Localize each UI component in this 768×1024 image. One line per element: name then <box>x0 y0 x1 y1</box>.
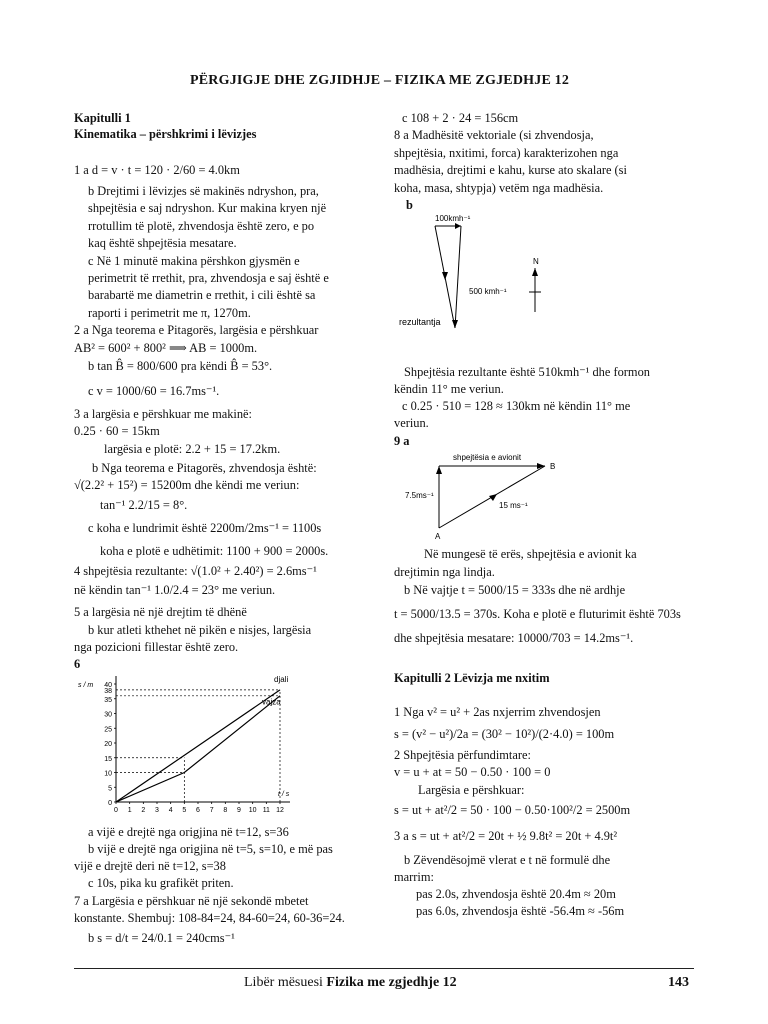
series-line-vajza <box>116 696 280 802</box>
y-tick-label: 38 <box>104 687 112 695</box>
left-line: kaq është shpejtësia mesatare. <box>88 236 237 250</box>
left-line: rrotullim të plotë, zhvendosja është zero, e po <box>88 219 315 233</box>
right-line: b <box>406 198 413 212</box>
right-line: pas 6.0s, zhvendosja është -56.4m ≈ -56m <box>416 904 625 918</box>
left-line: b s = d/t = 24/0.1 = 240cms⁻¹ <box>88 931 235 945</box>
left-line: largësia e plotë: 2.2 + 15 = 17.2km. <box>104 442 281 456</box>
vector-diagram-9 <box>395 448 575 544</box>
right-line: Largësia e përshkuar: <box>418 783 525 797</box>
y-tick-label: 5 <box>108 785 112 793</box>
left-line: 5 a largësia në një drejtim të dhënë <box>74 605 247 619</box>
x-tick-label: 4 <box>168 807 173 814</box>
footer-rule <box>74 968 694 969</box>
x-tick-label: 3 <box>155 807 159 814</box>
y-tick-label: 15 <box>104 755 112 763</box>
x-tick-label: 0 <box>114 807 118 814</box>
right-line: c 108 + 2 · 24 = 156cm <box>402 111 519 125</box>
right-line: 9 a <box>394 434 410 448</box>
y-tick-label: 40 <box>104 682 112 689</box>
x-tick-label: 6 <box>196 807 200 814</box>
right-line: 2 Shpejtësia përfundimtare: <box>394 748 531 762</box>
vector-diagram-8 <box>395 208 575 358</box>
diagram8-result-label: rezultantja <box>399 317 441 327</box>
left-line: a vijë e drejtë nga origjina në t=12, s=36 <box>88 825 289 839</box>
left-line: koha e plotë e udhëtimit: 1100 + 900 = 2000s. <box>100 544 329 558</box>
right-line: drejtimin nga lindja. <box>394 565 495 579</box>
right-line: Shpejtësia rezultante është 510kmh⁻¹ dhe formon <box>404 365 650 379</box>
left-line: nga pozicioni fillestar është zero. <box>74 640 239 654</box>
x-tick-label: 12 <box>276 807 284 814</box>
left-line: vijë e drejtë deri në t=12, s=38 <box>74 859 226 873</box>
right-line: s = ut + at²/2 = 50 · 100 − 0.50·100²/2 = 2500m <box>394 803 631 817</box>
x-tick-label: 1 <box>127 807 132 814</box>
diagram8-side-label: 500 kmh⁻¹ <box>469 287 507 296</box>
left-line: b tan B̂ = 800/600 pra këndi B̂ = 53°. <box>88 359 273 373</box>
left-line: b Nga teorema e Pitagorës, zhvendosja është: <box>92 461 317 475</box>
x-tick-label: 5 <box>182 807 187 814</box>
right-line: 1 Nga v² = u² + 2as nxjerrim zhvendosjen <box>394 705 601 719</box>
left-line: Kinematika – përshkrimi i lëvizjes <box>74 127 257 141</box>
point-a-label: A <box>435 532 441 541</box>
y-tick-label: 0 <box>108 800 112 807</box>
right-line: v = u + at = 50 − 0.50 · 100 = 0 <box>394 765 551 779</box>
left-line: b vijë e drejtë nga origjina në t=5, s=10, e më pas <box>88 842 333 856</box>
right-line: s = (v² − u²)/2a = (30² − 10²)/(2·4.0) = 100m <box>394 727 615 741</box>
distance-time-graph <box>74 676 304 824</box>
right-line: këndin 11° me veriun. <box>394 382 504 396</box>
right-line: madhësia, drejtimi e kahu, kurse ato skalare (si <box>394 163 627 177</box>
y-tick-label: 25 <box>104 726 112 734</box>
diagram9-left-label: 7.5ms⁻¹ <box>405 491 434 500</box>
right-line: marrim: <box>394 870 434 884</box>
right-line: b Zëvendësojmë vlerat e t në formulë dhe <box>404 853 611 867</box>
left-line: 2 a Nga teorema e Pitagorës, largësia e përshkuar <box>74 323 319 337</box>
x-tick-label: 8 <box>223 807 228 814</box>
left-line: c v = 1000/60 = 16.7ms⁻¹. <box>88 384 220 398</box>
right-line: 3 a s = ut + at²/2 = 20t + ½ 9.8t² = 20t + 4.9t² <box>394 829 618 843</box>
left-line: 4 shpejtësia rezultante: √(1.0² + 2.40²) = 2.6ms⁻¹ <box>74 564 317 578</box>
left-line: b kur atleti kthehet në pikën e nisjes, largësia <box>88 623 312 637</box>
left-line: 7 a Largësia e përshkuar në një sekondë mbetet <box>74 894 309 908</box>
right-line: koha, masa, shtypja) vetëm nga madhësia. <box>394 181 604 195</box>
left-line: tan⁻¹ 2.2/15 = 8°. <box>100 498 188 512</box>
series-line-djali <box>116 690 280 802</box>
y-tick-label: 35 <box>104 696 112 704</box>
diagram9-top-label: shpejtësia e avionit <box>453 453 522 462</box>
footer-book <box>244 974 457 991</box>
y-tick-label: 10 <box>104 770 112 778</box>
right-line: c 0.25 · 510 = 128 ≈ 130km në këndin 11° me <box>402 399 631 413</box>
right-line: b Në vajtje t = 5000/15 = 333s dhe në ardhje <box>404 583 626 597</box>
footer-book-label: Libër mësuesi <box>244 975 323 990</box>
left-line: c Në 1 minutë makina përshkon gjysmën e <box>88 254 300 268</box>
footer-book-title: Fizika me zgjedhje 12 <box>326 975 457 990</box>
right-line: veriun. <box>394 416 429 430</box>
x-tick-label: 11 <box>262 807 270 814</box>
y-axis-label: s / m <box>78 682 94 689</box>
point-b-label: B <box>550 462 556 471</box>
left-line: c 10s, pika ku grafikët priten. <box>88 876 234 890</box>
boy-series-label: djali <box>274 676 289 684</box>
left-line: 6 <box>74 657 81 671</box>
left-line: raporti i perimetrit me π, 1270m. <box>88 306 251 320</box>
x-tick-label: 2 <box>141 807 146 814</box>
right-line: 8 a Madhësitë vektoriale (si zhvendosja, <box>394 128 594 142</box>
diagram9-hyp-label: 15 ms⁻¹ <box>499 501 528 510</box>
left-line: shpejtësia e saj ndryshon. Kur makina kryen një <box>88 201 327 215</box>
right-line: Kapitulli 2 Lëvizja me nxitim <box>394 671 550 685</box>
y-tick-label: 20 <box>104 741 112 748</box>
left-line: barabartë me diametrin e rrethit, i cili është sa <box>88 288 316 302</box>
right-line: Në mungesë të erës, shpejtësia e avionit ka <box>424 547 637 561</box>
right-line: shpejtësia, nxitimi, forca) karakterizohen nga <box>394 146 619 160</box>
left-line: AB² = 600² + 800² ⟹ AB = 1000m. <box>74 341 258 355</box>
page-title: PËRGJIGJE DHE ZGJIDHJE – FIZIKA ME ZGJEDHJE 12 <box>190 73 570 88</box>
left-line: 0.25 · 60 = 15km <box>74 424 160 438</box>
girl-series-label: vajza <box>262 697 281 707</box>
right-line: pas 2.0s, zhvendosja është 20.4m ≈ 20m <box>416 887 616 901</box>
x-tick-label: 9 <box>237 807 241 814</box>
left-line: √(2.2² + 15²) = 15200m dhe këndi me veriun: <box>74 478 300 492</box>
diagram8-top-label: 100kmh⁻¹ <box>435 214 471 223</box>
left-line: në këndin tan⁻¹ 1.0/2.4 = 23° me veriun. <box>74 583 276 597</box>
left-line: konstante. Shembuj: 108-84=24, 84-60=24, 60-36=24. <box>74 911 345 925</box>
left-line: Kapitulli 1 <box>74 111 131 125</box>
left-line: b Drejtimi i lëvizjes së makinës ndryshon, pra, <box>88 184 319 198</box>
left-line: 3 a largësia e përshkuar me makinë: <box>74 407 252 421</box>
left-line: perimetrit të rrethit, pra, zhvendosja e saj është e <box>88 271 329 285</box>
left-line: 1 a d = v · t = 120 · 2/60 = 4.0km <box>74 163 240 177</box>
x-tick-label: 10 <box>248 807 257 814</box>
x-tick-label: 7 <box>209 807 214 814</box>
right-line: t = 5000/13.5 = 370s. Koha e plotë e fluturimit është 703s <box>394 607 681 621</box>
left-line: c koha e lundrimit është 2200m/2ms⁻¹ = 1100s <box>88 521 322 535</box>
y-tick-label: 30 <box>104 711 112 719</box>
north-label: N <box>533 257 539 266</box>
right-line: dhe shpejtësia mesatare: 10000/703 = 14.2ms⁻¹. <box>394 631 634 645</box>
page-number: 143 <box>668 975 689 990</box>
x-axis-label: t / s <box>278 791 290 798</box>
